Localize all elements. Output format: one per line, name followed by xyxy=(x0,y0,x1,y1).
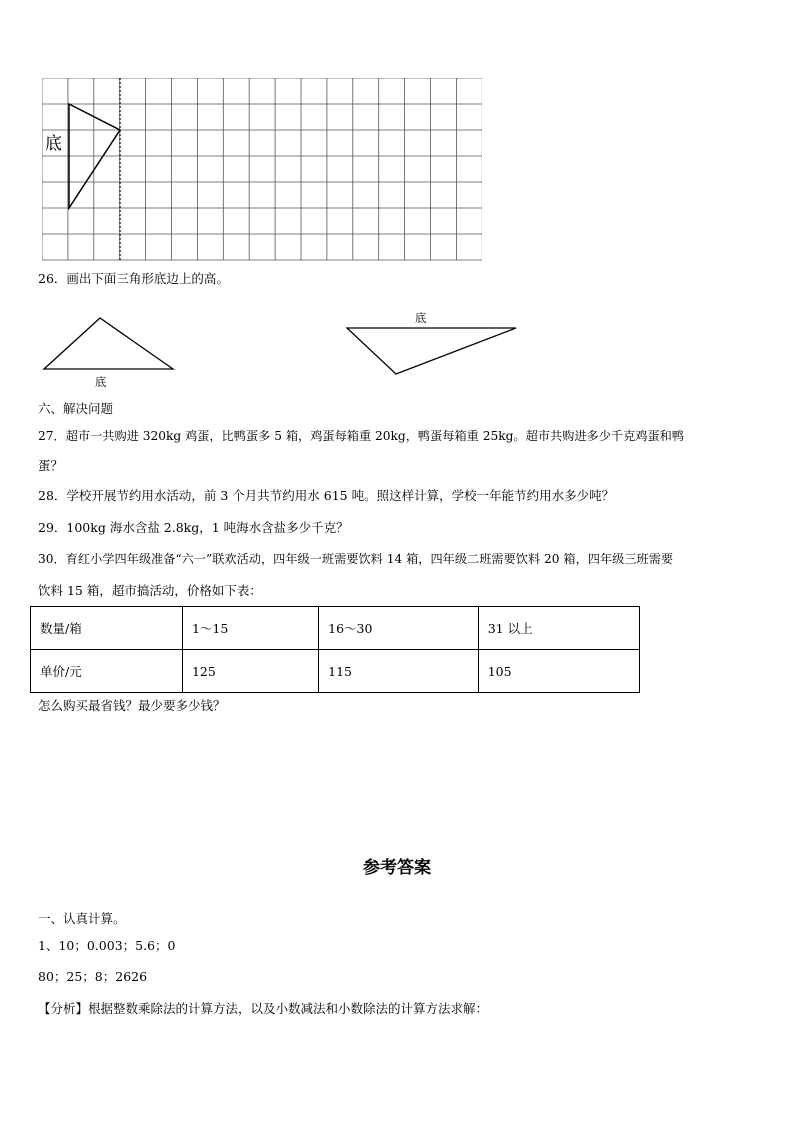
right-triangle xyxy=(347,328,516,374)
q26-triangles xyxy=(38,308,528,390)
answers-line1: 1、10；0.003；5.6；0 xyxy=(38,938,176,953)
left-triangle xyxy=(44,318,173,369)
grid-base-label: 底 xyxy=(45,134,62,154)
section6-title: 六、解决问题 xyxy=(38,401,114,416)
answers-title: 参考答案 xyxy=(363,858,431,878)
table-row xyxy=(31,650,640,693)
answers-line2: 80；25；8；2626 xyxy=(38,969,148,984)
answers-analysis: 【分析】根据整数乘除法的计算方法，以及小数减法和小数除法的计算方法求解： xyxy=(38,1001,489,1016)
q26-text: 26．画出下面三角形底边上的高。 xyxy=(38,271,229,286)
left-base-label: 底 xyxy=(95,375,107,389)
table-cell: 125 xyxy=(182,650,318,693)
q27-line2: 蛋？ xyxy=(38,458,64,473)
table-row xyxy=(31,607,640,650)
grid-triangle-figure xyxy=(42,78,482,262)
q30-line1: 30．育红小学四年级准备“六一”联欢活动，四年级一班需要饮料 14 箱，四年级二班需要饮料 20 箱，四年级三班需要 xyxy=(38,552,674,566)
price-table xyxy=(30,606,640,693)
table-cell: 单价/元 xyxy=(31,650,183,693)
table-cell: 105 xyxy=(478,650,639,693)
q30-question: 怎么购买最省钱？最少要多少钱？ xyxy=(38,698,226,713)
table-cell: 16～30 xyxy=(319,607,479,650)
q27-line1: 27．超市一共购进 320kg 鸡蛋，比鸭蛋多 5 箱，鸡蛋每箱重 20kg，鸭蛋每箱重 25kg。超市共购进多少千克鸡蛋和鸭 xyxy=(38,429,685,443)
right-base-label: 底 xyxy=(415,311,427,325)
q29-text: 29．100kg 海水含盐 2.8kg，1 吨海水含盐多少千克？ xyxy=(38,520,349,535)
table-cell: 115 xyxy=(319,650,479,693)
table-cell: 31 以上 xyxy=(478,607,639,650)
answers-section1: 一、认真计算。 xyxy=(38,911,126,926)
q30-line2: 饮料 15 箱，超市搞活动，价格如下表： xyxy=(38,583,262,598)
q28-text: 28．学校开展节约用水活动，前 3 个月共节约用水 615 吨。照这样计算，学校一年能节约用水多少吨？ xyxy=(38,488,615,503)
table-cell: 数量/箱 xyxy=(31,607,183,650)
table-cell: 1～15 xyxy=(182,607,318,650)
